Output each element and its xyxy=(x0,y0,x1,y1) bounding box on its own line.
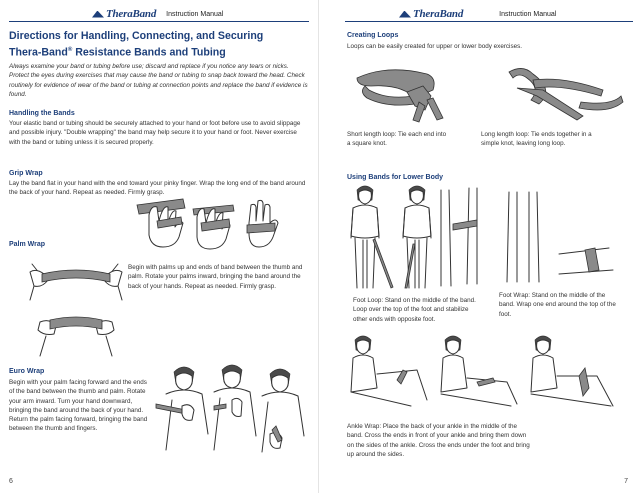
page-title: Directions for Handling, Connecting, and Securing Thera-Band® Resistance Bands and Tubing xyxy=(9,30,264,59)
palm-wrap-text: Begin with palms up and ends of band between the thumb and palm. Rotate your palms inward, bringing the band around the back of your hands. Repeat as needed. Firmly grasp. xyxy=(128,264,303,290)
header-rule xyxy=(9,21,309,22)
ankle-wrap-caption: Ankle Wrap: Place the back of your ankle in the middle of the band. Cross the ends in front of your ankle and bring them down on the sides of the ankle. Cross the ends under the foot and bring up around the sides. xyxy=(347,423,530,458)
lower-body-heading: Using Bands for Lower Body xyxy=(347,174,444,181)
handling-text: Your elastic band or tubing should be securely attached to your hand or foot before use to avoid slippage and possible injury. "Double wrapping" the band may help secure it to your hand or foot. Never exercise with the band or tubing unless it is secured properly. xyxy=(9,120,301,146)
ankle-wrap-illustration xyxy=(347,334,627,416)
theraband-logo-icon xyxy=(92,11,104,18)
handling-heading: Handling the Bands xyxy=(9,110,75,117)
page-number-right: 7 xyxy=(624,478,628,485)
short-loop-caption: Short length loop: Tie each end into a square knot. xyxy=(347,131,447,148)
palm-wrap-illustration xyxy=(28,256,124,360)
header-manual-label: Instruction Manual xyxy=(166,10,224,18)
safety-intro: Always examine your band or tubing before use; discard and replace if you notice any tears or nicks. Protect the eyes during exercises that may cause the band or tubing to snap back toward the head. Check routinely for evidence of wear of the band or tubing at connection points and replace the band if evidence is found. xyxy=(9,63,308,99)
theraband-logo: TheraBand xyxy=(106,8,157,20)
grip-wrap-illustration xyxy=(135,195,295,251)
theraband-logo: TheraBand xyxy=(413,8,464,20)
lower-body-illustration xyxy=(349,184,619,292)
grip-wrap-text: Lay the band flat in your hand with the end toward your pinky finger. Wrap the long end of the band around the back of your hand. Repeat as needed. Firmly grasp. xyxy=(9,180,306,197)
euro-wrap-heading: Euro Wrap xyxy=(9,368,45,375)
creating-loops-text: Loops can be easily created for upper or lower body exercises. xyxy=(347,43,523,50)
header-rule xyxy=(345,21,633,22)
euro-wrap-text: Begin with your palm facing forward and the ends of the band between the thumb and palm. Rotate your arm inward. Turn your hand downward, bringing the band around the back of your hand. Return the palm facing forward, bringing the band between the thumb and fingers. xyxy=(9,379,148,433)
left-header xyxy=(92,7,223,21)
theraband-logo-icon xyxy=(399,11,411,18)
right-header xyxy=(399,7,556,21)
right-page xyxy=(319,0,638,493)
grip-wrap-heading: Grip Wrap xyxy=(9,170,43,177)
euro-wrap-illustration xyxy=(152,364,312,464)
foot-loop-caption: Foot Loop: Stand on the middle of the band. Loop over the top of the foot and stabilize other ends with opposite foot. xyxy=(353,297,476,323)
page-number-left: 6 xyxy=(9,478,13,485)
creating-loops-heading: Creating Loops xyxy=(347,32,399,39)
long-loop-caption: Long length loop: Tie ends together in a simple knot, leaving long loop. xyxy=(481,131,592,148)
foot-wrap-caption: Foot Wrap: Stand on the middle of the band. Wrap one end around the top of the foot. xyxy=(499,292,616,318)
header-manual-label: Instruction Manual xyxy=(499,10,557,18)
palm-wrap-heading: Palm Wrap xyxy=(9,241,46,248)
loops-illustration xyxy=(349,58,629,128)
